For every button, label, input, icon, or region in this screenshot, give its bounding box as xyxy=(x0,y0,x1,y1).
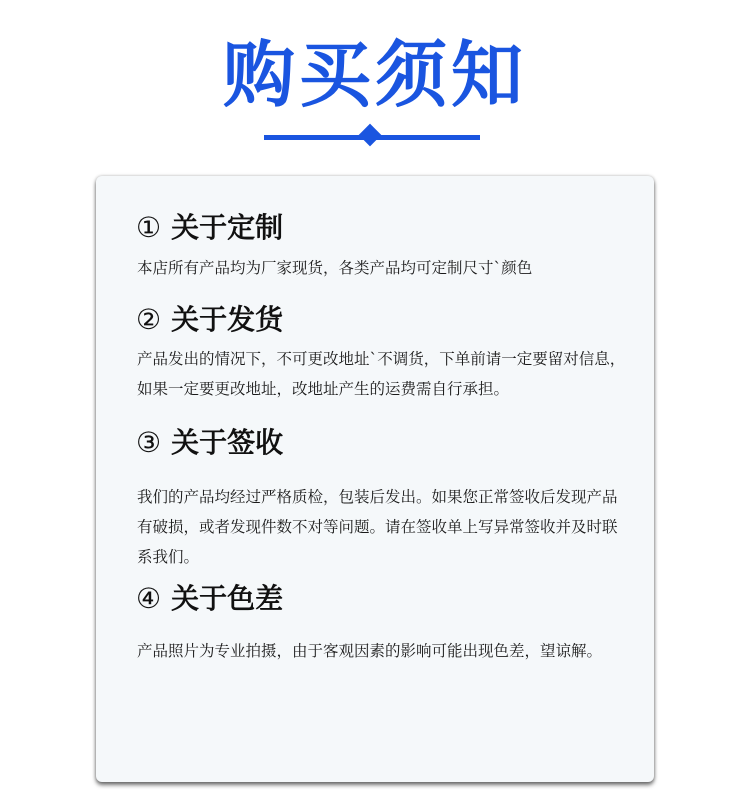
section-number: ④ xyxy=(136,582,162,615)
title-divider xyxy=(264,126,480,150)
section-text-receipt: 我们的产品均经过严格质检，包装后发出。如果您正常签收后发现产品有破损，或者发现件数不对等问题。请在签收单上写异常签收并及时联系我们。 xyxy=(137,488,618,566)
section-heading-receipt xyxy=(136,425,283,461)
section-title: 关于发货 xyxy=(171,303,284,336)
section-title: 关于色差 xyxy=(171,582,284,615)
section-title: 关于签收 xyxy=(171,426,284,459)
section-heading-shipping xyxy=(136,302,283,338)
section-text-customization: 本店所有产品均为厂家现货，各类产品均可定制尺寸`颜色 xyxy=(137,259,533,277)
section-heading-color-difference xyxy=(136,581,283,617)
section-number: ② xyxy=(136,303,162,336)
section-title: 关于定制 xyxy=(171,211,284,244)
section-number: ③ xyxy=(136,426,162,459)
section-text-shipping: 产品发出的情况下，不可更改地址`不调货，下单前请一定要留对信息，如果一定要更改地址，改地址产生的运费需自行承担。 xyxy=(137,350,626,398)
section-text-color-difference: 产品照片为专业拍摄，由于客观因素的影响可能出现色差，望谅解。 xyxy=(137,642,603,660)
page-title: 购买须知 xyxy=(222,33,527,117)
section-number: ① xyxy=(136,211,162,244)
divider-diamond-icon xyxy=(359,124,382,147)
section-heading-customization xyxy=(136,210,283,246)
